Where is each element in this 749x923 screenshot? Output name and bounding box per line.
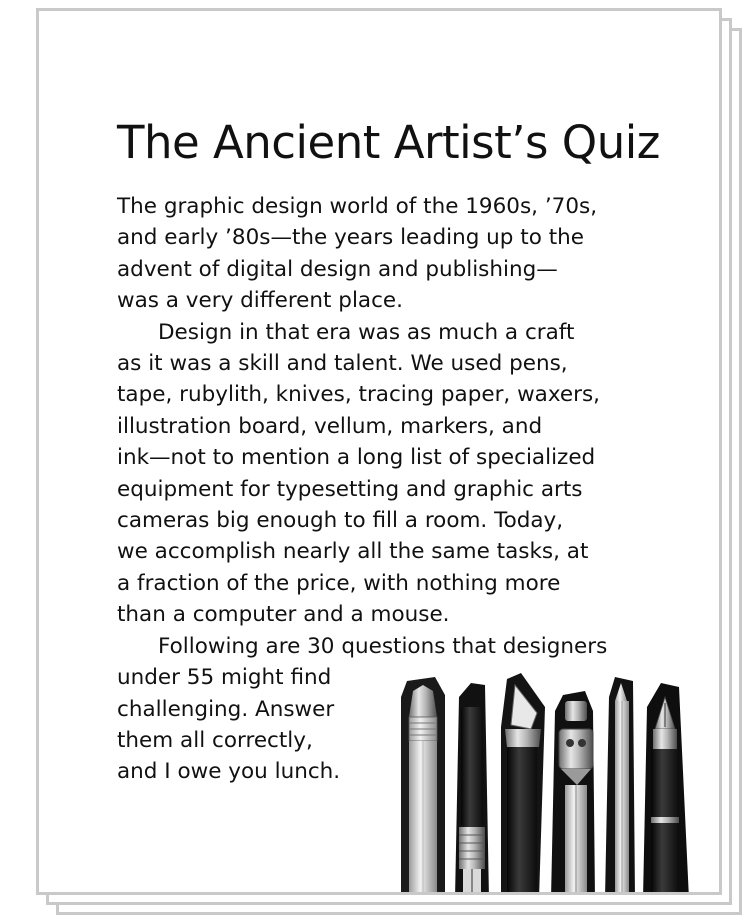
text-line: was a very different place. (117, 288, 403, 314)
text-line: cameras big enough to fill a room. Today, (117, 508, 564, 534)
text-line: a fraction of the price, with nothing more (117, 570, 561, 596)
text-line: tape, rubylith, knives, tracing paper, waxers, (117, 382, 601, 408)
text-line: them all correctly, (117, 727, 313, 753)
text-line: advent of digital design and publishing— (117, 256, 558, 282)
drawing-tools-illustration (389, 667, 699, 895)
pencil-icon (401, 677, 445, 895)
text-line: we accomplish nearly all the same tasks, at (117, 539, 589, 565)
paragraph-2 (117, 317, 717, 631)
text-line: equipment for typesetting and graphic arts (117, 476, 583, 502)
paragraph-1 (117, 191, 717, 317)
text-line: Design in that era was as much a craft (158, 319, 575, 345)
ruling-pen-icon (501, 673, 545, 895)
quiz-page (36, 8, 722, 895)
page-title: The Ancient Artist’s Quiz (117, 116, 660, 169)
text-line: ink—not to mention a long list of specialized (117, 445, 596, 471)
text-line: than a computer and a mouse. (117, 602, 450, 628)
crowquill-pen-icon (605, 677, 635, 895)
text-line: Following are 30 questions that designers (158, 633, 608, 659)
text-line: The graphic design world of the 1960s, ’70s, (117, 194, 598, 219)
text-line: and early ’80s—the years leading up to the (117, 225, 584, 251)
text-line: challenging. Answer (117, 696, 335, 722)
compass-icon (551, 691, 595, 895)
text-line: and I owe you lunch. (117, 759, 341, 785)
text-line: under 55 might find (117, 665, 332, 691)
text-line: as it was a skill and talent. We used pens, (117, 351, 568, 377)
technical-pen-icon (455, 683, 489, 895)
fountain-pen-icon (643, 683, 689, 895)
text-line: illustration board, vellum, markers, and (117, 413, 543, 439)
